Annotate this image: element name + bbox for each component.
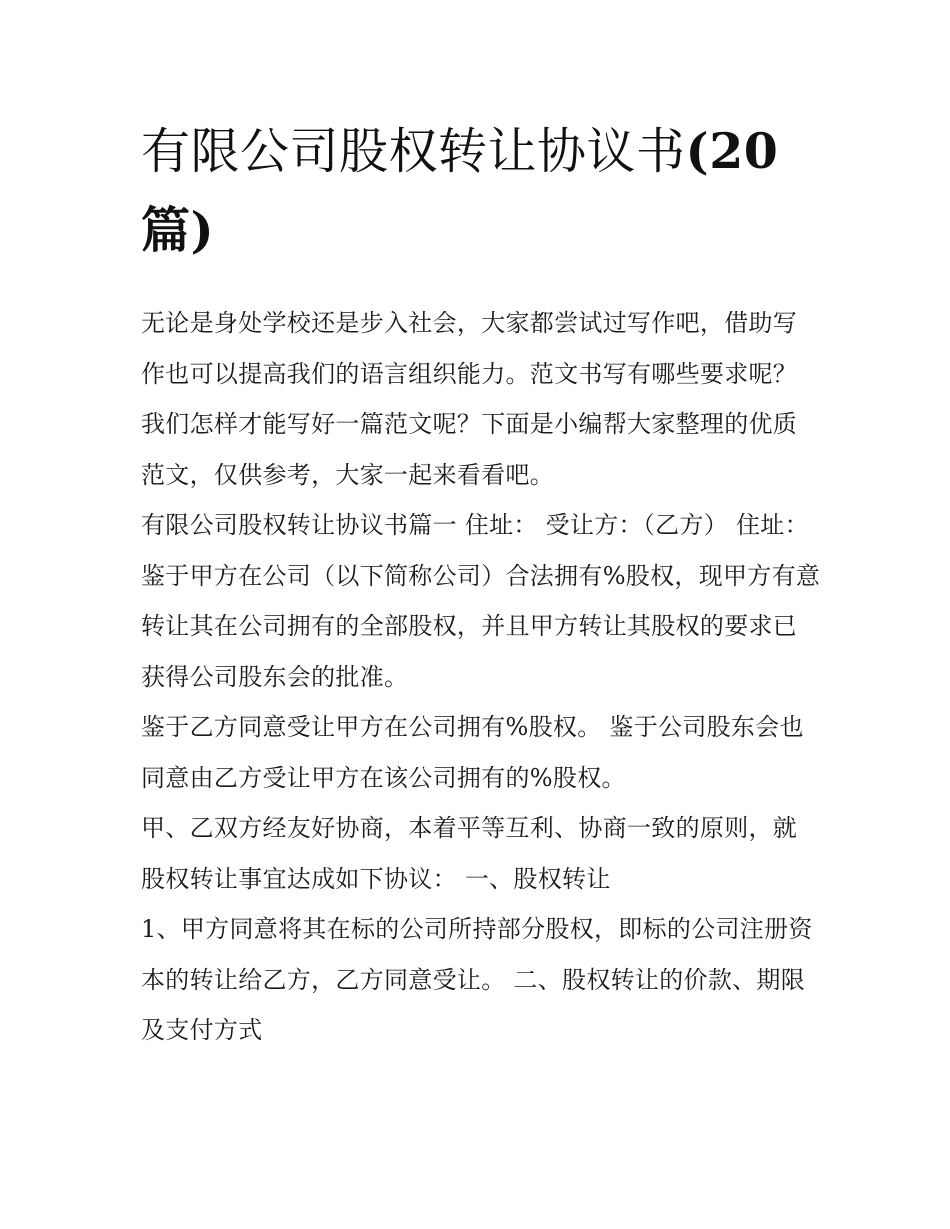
paragraph-recital-party-b: 鉴于乙方同意受让甲方在公司拥有%股权。 鉴于公司股东会也同意由乙方受让甲方在该公司拥有的%股权。 — [141, 713, 804, 792]
paragraph-clause-1: 1、甲方同意将其在标的公司所持部分股权，即标的公司注册资本的转让给乙方，乙方同意受让。 二、股权转让的价款、期限及支付方式 — [141, 915, 813, 1044]
title-main-text: 有限公司股权转让协议书 — [141, 123, 686, 180]
document-content — [141, 112, 821, 1056]
title-count-close: 篇) — [141, 201, 215, 259]
document-body — [141, 298, 821, 1056]
document-title — [141, 112, 821, 270]
title-count-open: (20 — [685, 122, 779, 180]
paragraph-parties: 有限公司股权转让协议书篇一 住址： 受让方：（乙方） 住址： — [141, 511, 809, 539]
paragraph-recital-party-a: 鉴于甲方在公司（以下简称公司）合法拥有%股权，现甲方有意转让其在公司拥有的全部股权，并且甲方转让其股权的要求已获得公司股东会的批准。 — [141, 561, 821, 691]
paragraph-intro: 无论是身处学校还是步入社会，大家都尝试过写作吧，借助写作也可以提高我们的语言组织能力。范文书写有哪些要求呢？我们怎样才能写好一篇范文呢？下面是小编帮大家整理的优质范文，仅供参考，大家一起来看看吧。 — [141, 309, 798, 489]
paragraph-agreement-preamble: 甲、乙双方经友好协商，本着平等互利、协商一致的原则，就股权转让事宜达成如下协议： 一、股权转让 — [141, 814, 798, 893]
